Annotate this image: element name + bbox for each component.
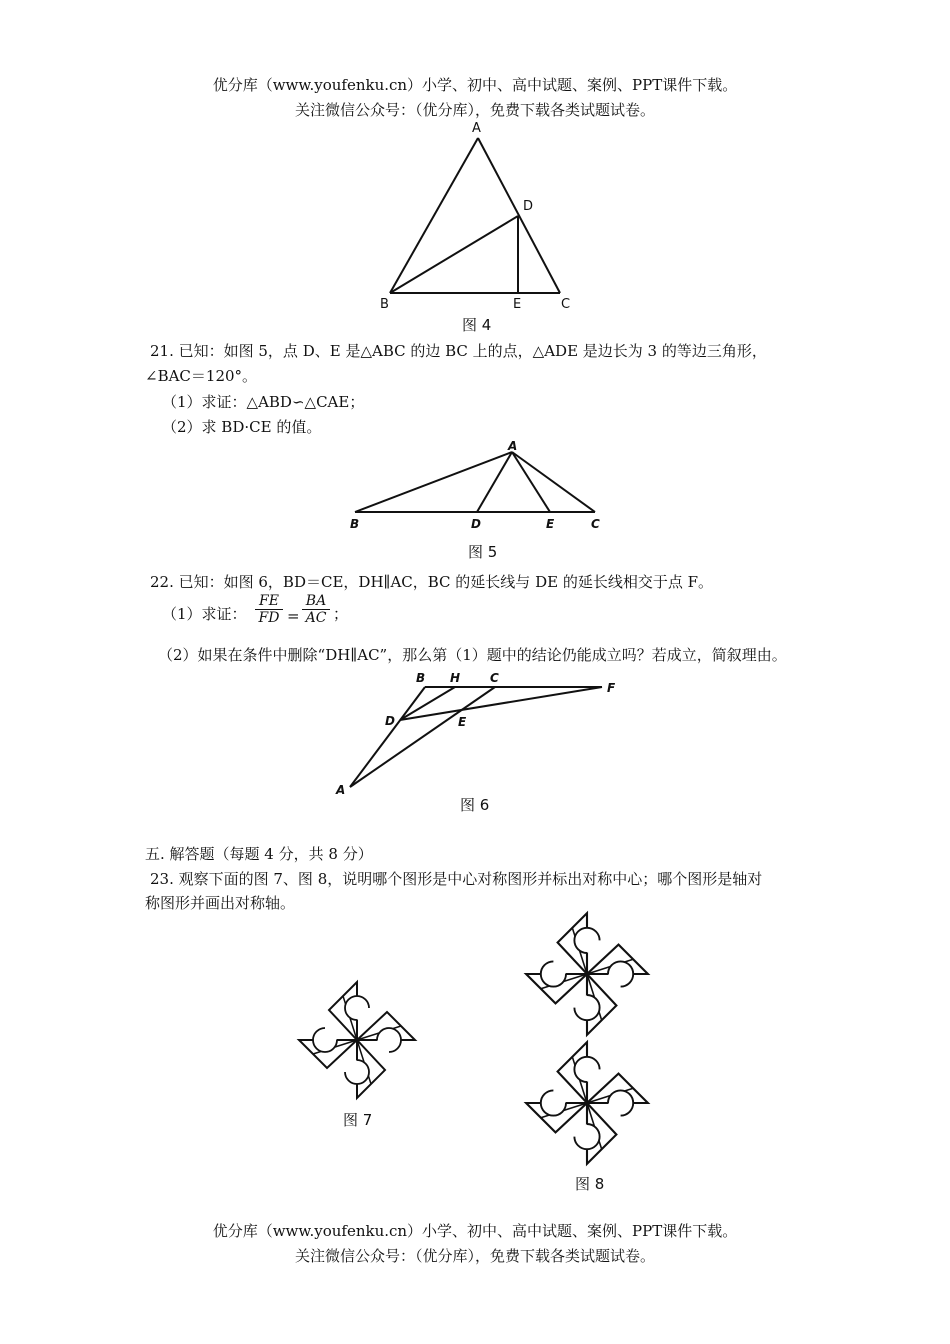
fig6-label-b: B <box>416 671 426 685</box>
fig4-label-c: C <box>561 297 571 312</box>
fig4-side-ab <box>390 138 478 293</box>
footer-line-2: 关注微信公众号：（优分库），免费下载各类试题试卷。 <box>294 1247 655 1265</box>
fig8-pinwheel-top <box>526 913 648 1035</box>
q21-line-1: 21. 已知：如图 5，点 D、E 是△ABC 的边 BC 上的点，△ADE 是边长为 3 的等边三角形， <box>150 342 767 360</box>
q22-fraction-fe-fd <box>255 593 283 626</box>
fig7-pinwheel <box>299 982 415 1098</box>
fig6-label-a: A <box>336 783 346 797</box>
fig6-label-e: E <box>458 715 467 729</box>
q21-line-2: ∠BAC＝120°。 <box>145 367 258 385</box>
q23-line-1: 23. 观察下面的图 7、图 8，说明哪个图形是中心对称图形并标出对称中心；哪个图形是轴对 <box>150 870 763 888</box>
fig6-label-d: D <box>385 714 395 728</box>
fig5-line-ae <box>512 452 550 512</box>
fig8-caption: 图 8 <box>575 1175 605 1193</box>
q22-part-1-prefix: （1）求证： <box>162 605 247 623</box>
fig5-label-d: D <box>471 517 481 531</box>
q23-line-2: 称图形并画出对称轴。 <box>145 894 296 912</box>
fig4-label-a: A <box>472 121 481 136</box>
fig6-label-h: H <box>450 671 461 685</box>
fraction-numerator: BA <box>305 593 327 609</box>
header-line-2: 关注微信公众号：（优分库），免费下载各类试题试卷。 <box>294 101 655 119</box>
fig5-line-ad <box>477 452 512 512</box>
footer-line-1: 优分库（www.youfenku.cn）小学、初中、高中试题、案例、PPT课件下载。 <box>212 1222 738 1240</box>
figure-8 <box>520 910 660 1150</box>
figure-6 <box>330 670 630 800</box>
header-line-1: 优分库（www.youfenku.cn）小学、初中、高中试题、案例、PPT课件下载。 <box>212 76 738 94</box>
fig5-label-a: A <box>508 439 518 453</box>
fig6-line-df <box>400 687 602 720</box>
section-5-title: 五. 解答题（每题 4 分，共 8 分） <box>145 845 373 863</box>
fig4-label-d: D <box>523 199 534 214</box>
fig5-line-ab <box>355 452 512 512</box>
q22-line-1: 22. 已知：如图 6，BD＝CE，DH∥AC，BC 的延长线与 DE 的延长线相交于点 F。 <box>150 573 713 591</box>
fig5-label-b: B <box>350 517 360 531</box>
fraction-denominator: FD <box>255 609 283 626</box>
fig5-line-ac <box>512 452 595 512</box>
fraction-denominator: AC <box>302 609 330 626</box>
fig5-label-c: C <box>591 517 600 531</box>
fig5-label-e: E <box>546 517 555 531</box>
fig4-caption: 图 4 <box>462 316 492 334</box>
fraction-numerator: FE <box>259 593 279 609</box>
fig4-label-b: B <box>380 297 389 312</box>
fig6-line-ac <box>350 687 495 787</box>
q22-part-2: （2）如果在条件中删除“DH∥AC”，那么第（1）题中的结论仍能成立吗？若成立，简叙理由。 <box>158 646 787 664</box>
fig6-caption: 图 6 <box>460 796 490 814</box>
fig4-segment-bd <box>390 216 518 293</box>
figure-7 <box>295 975 425 1105</box>
fig6-label-f: F <box>607 681 616 695</box>
figure-4 <box>370 118 590 318</box>
figure-5 <box>340 440 620 540</box>
equals-sign: = <box>287 607 300 625</box>
q21-part-2: （2）求 BD·CE 的值。 <box>162 418 322 436</box>
fig6-line-ba <box>350 687 425 787</box>
q22-fraction-ba-ac <box>302 593 330 626</box>
fig7-caption: 图 7 <box>343 1111 373 1129</box>
q21-part-1: （1）求证：△ABD∽△CAE； <box>162 393 365 411</box>
fig8-pinwheel-bottom <box>526 1042 648 1164</box>
fig5-caption: 图 5 <box>468 543 498 561</box>
fig6-label-c: C <box>490 671 499 685</box>
q22-part-1-suffix: ； <box>333 605 349 623</box>
fig4-label-e: E <box>513 297 522 312</box>
